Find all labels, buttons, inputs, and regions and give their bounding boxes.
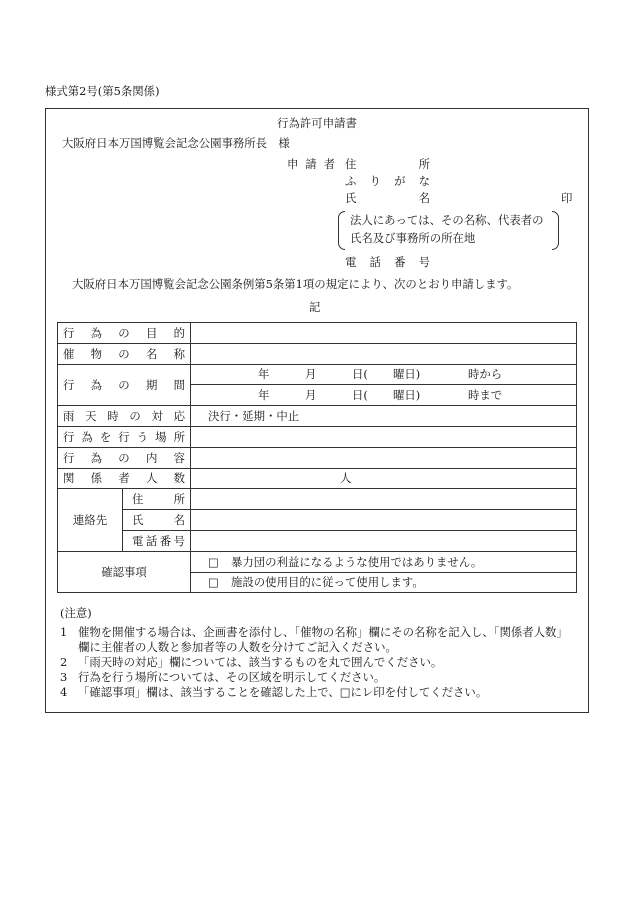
table-row: [58, 551, 577, 572]
table-row: [58, 343, 577, 364]
checkbox-icon: □: [208, 575, 219, 590]
note-text: 催物を開催する場合は、企画書を添付し、「催物の名称」欄にその名称を記入し、「関係者人数」: [78, 625, 568, 639]
note-number: 1: [60, 625, 68, 639]
place-value: [191, 426, 577, 447]
rain-options: 決行・延期・中止: [208, 409, 300, 424]
contact-name-value: [191, 510, 577, 531]
year-unit: 年: [258, 388, 270, 403]
contact-label: 連絡先: [58, 489, 123, 551]
table-row: [58, 447, 577, 468]
table-row: [58, 323, 577, 344]
applicant-furigana-label: ふりがな: [345, 174, 430, 188]
content-label-cell: [58, 447, 191, 468]
rain-value: [191, 406, 577, 427]
persons-label-cell: [58, 468, 191, 489]
period-label-cell: [58, 364, 191, 406]
persons-unit: 人: [340, 471, 352, 486]
place-label: 行為を行う場所: [63, 429, 185, 444]
table-row: [58, 468, 577, 489]
table-row: [58, 406, 577, 427]
event-name-value: [191, 343, 577, 364]
month-unit: 月: [305, 367, 317, 382]
corporate-note-line: 氏名及び事務所の所在地: [350, 231, 476, 245]
note-text: 「確認事項」欄は、該当することを確認した上で、□にレ印を付してください。: [78, 685, 488, 699]
content-value: [191, 447, 577, 468]
note-number: 3: [60, 670, 68, 684]
applicant-phone-label: 電話番号: [345, 255, 430, 269]
rain-label: 雨天時の対応: [63, 409, 185, 424]
place-label-cell: [58, 426, 191, 447]
right-bracket: [552, 211, 559, 250]
confirm-item: [191, 572, 577, 593]
checkbox-icon: □: [208, 554, 219, 569]
event-name-label-cell: [58, 343, 191, 364]
period-label: 行為の期間: [63, 377, 185, 392]
notes-heading: (注意): [60, 606, 92, 620]
month-unit: 月: [305, 388, 317, 403]
purpose-label: 行為の目的: [63, 325, 185, 340]
confirm-item-text: 暴力団の利益になるような使用ではありません。: [231, 554, 483, 569]
period-end-value: [191, 385, 577, 406]
contact-name-label-cell: [123, 510, 191, 531]
addressee: 大阪府日本万国博覧会記念公園事務所長 様: [62, 136, 290, 150]
table-row: [58, 510, 577, 531]
period-start-value: [191, 364, 577, 385]
applicant-name-label: 氏名: [345, 191, 430, 205]
table-row: [58, 530, 577, 551]
persons-label: 関係者人数: [63, 471, 185, 486]
weekday-unit: 曜日): [393, 388, 421, 403]
confirm-item: [191, 551, 577, 572]
application-statement: 大阪府日本万国博覧会記念公園条例第5条第1項の規定により、次のとおり申請します。: [72, 277, 519, 291]
contact-name-label: 氏名: [132, 513, 185, 528]
purpose-label-cell: [58, 323, 191, 344]
table-row: [58, 426, 577, 447]
corporate-note-line: 法人にあっては、その名称、代表者の: [350, 213, 544, 227]
contact-address-label-cell: [123, 489, 191, 510]
contact-phone-label: 電話番号: [132, 533, 185, 548]
contact-address-value: [191, 489, 577, 510]
day-unit: 日(: [352, 388, 368, 403]
note-text: 「雨天時の対応」欄については、該当するものを丸で囲んでください。: [78, 655, 443, 669]
event-name-label: 催物の名称: [63, 346, 185, 361]
note-number: 2: [60, 655, 68, 669]
persons-value: [191, 468, 577, 489]
applicant-label: 申請者: [287, 157, 335, 171]
note-text: 行為を行う場所については、その区域を明示してください。: [78, 670, 386, 684]
application-table: [57, 322, 577, 593]
contact-phone-label-cell: [123, 530, 191, 551]
year-unit: 年: [258, 367, 270, 382]
left-bracket: [338, 211, 345, 250]
confirm-item-text: 施設の使用目的に従って使用します。: [231, 575, 424, 590]
rain-label-cell: [58, 406, 191, 427]
applicant-address-label: 住所: [345, 157, 430, 171]
weekday-unit: 曜日): [393, 367, 421, 382]
form-number: 様式第2号(第5条関係): [45, 84, 160, 98]
note-number: 4: [60, 685, 68, 699]
contact-address-label: 住所: [132, 492, 185, 507]
purpose-value: [191, 323, 577, 344]
time-until: 時まで: [468, 388, 503, 403]
record-heading: 記: [309, 300, 321, 314]
time-from: 時から: [468, 367, 503, 382]
day-unit: 日(: [352, 367, 368, 382]
seal-mark: 印: [561, 191, 573, 205]
contact-phone-value: [191, 530, 577, 551]
table-row: [58, 489, 577, 510]
content-label: 行為の内容: [63, 450, 185, 465]
note-text: 欄に主催者の人数と参加者等の人数を分けてご記入ください。: [78, 640, 397, 654]
form-title: 行為許可申請書: [277, 116, 357, 130]
confirm-label: 確認事項: [58, 551, 191, 593]
table-row: [58, 364, 577, 385]
